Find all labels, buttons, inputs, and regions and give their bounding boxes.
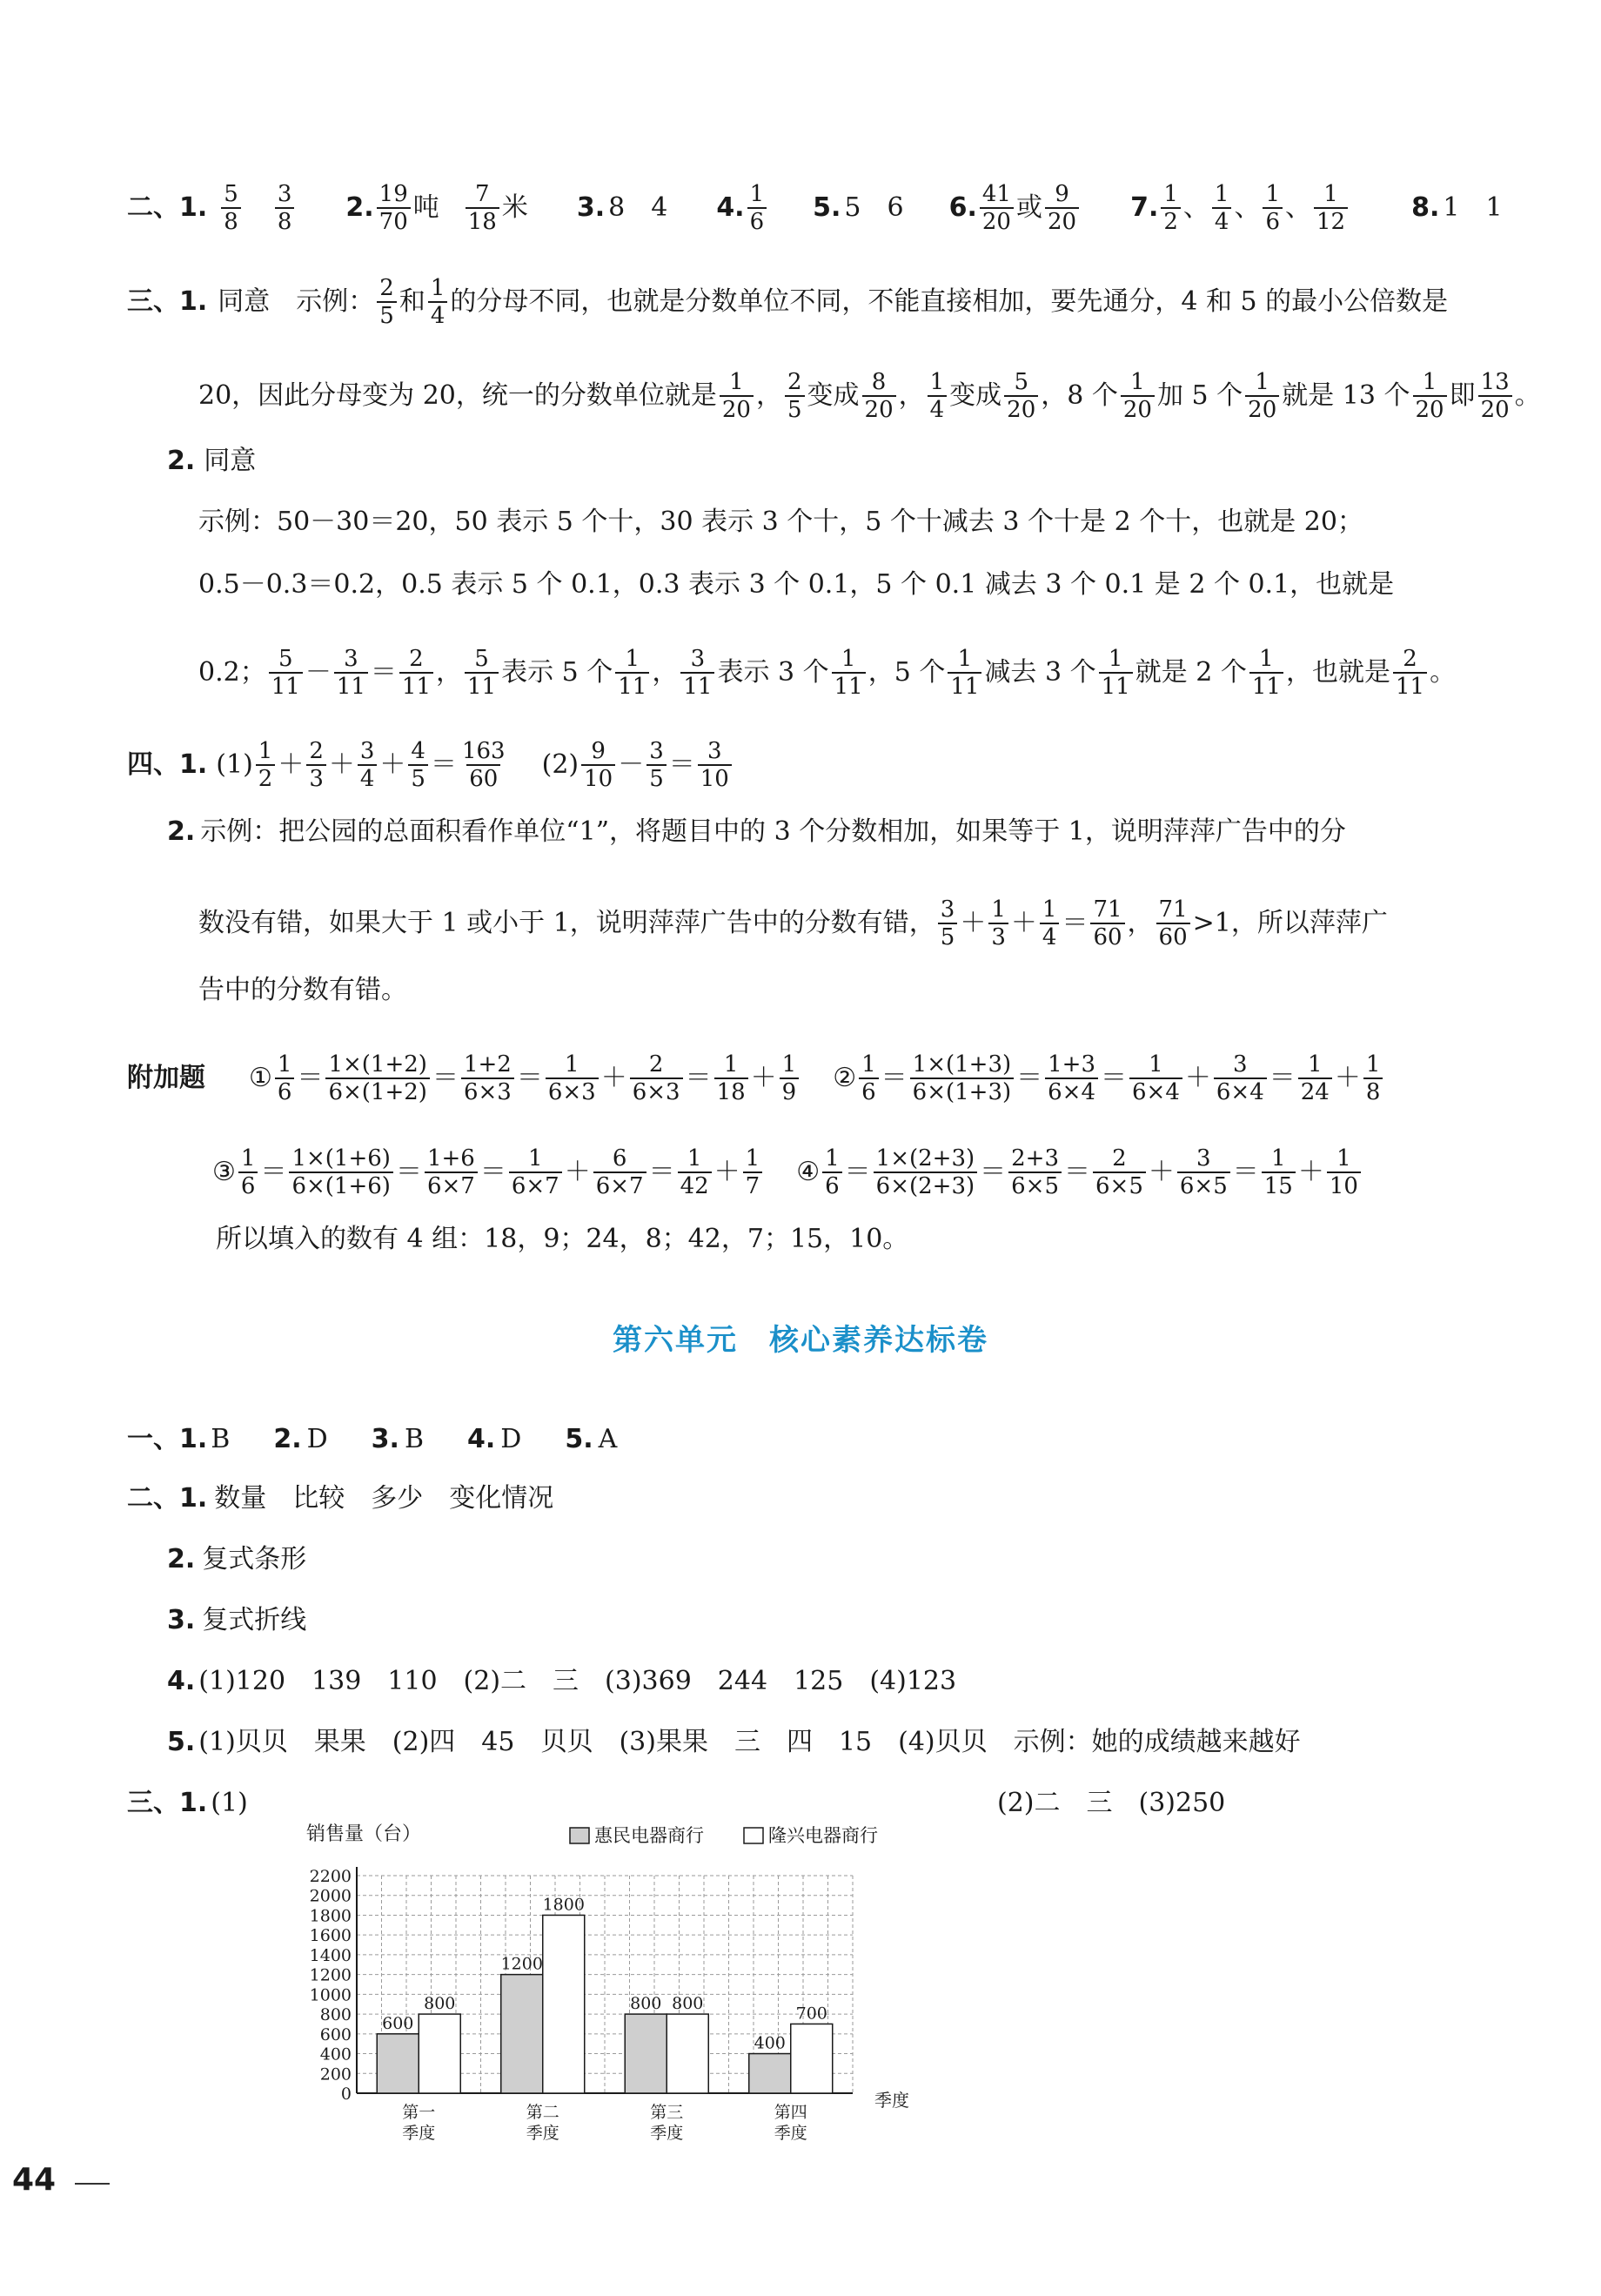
u6-s2-q5: [167, 1725, 1301, 1760]
fraction: 1 6: [747, 181, 767, 235]
s3-label: 三、1.: [127, 286, 208, 317]
fraction: 1 4: [428, 275, 448, 329]
text: 0.2；: [198, 657, 266, 688]
bar-value-label: 400: [754, 2033, 786, 2053]
bar: [543, 1915, 585, 2093]
fraction: 1 6: [822, 1145, 842, 1199]
y-tick-label: 800: [319, 2005, 352, 2025]
q7-label: 7.: [1130, 192, 1159, 223]
fraction: 1 10: [1327, 1145, 1361, 1199]
y-tick-label: 2000: [309, 1886, 352, 1906]
operator: ＝: [980, 1157, 1007, 1187]
s2-label: 二、1.: [127, 192, 208, 223]
fraction: 1 4: [1040, 896, 1060, 950]
unit-title: 第六单元 核心素养达标卷: [613, 1323, 988, 1358]
bar-value-label: 700: [795, 2004, 827, 2024]
legend-label: 隆兴电器商行: [768, 1825, 878, 1846]
answer: B: [404, 1424, 424, 1454]
fraction: 1 15: [1262, 1145, 1296, 1199]
page-number-rule: [75, 2183, 110, 2185]
text: ，5 个: [867, 657, 946, 688]
q-label: 3.: [167, 1605, 196, 1635]
fraction: 4 5: [408, 738, 428, 792]
unit-text: 米: [501, 192, 528, 223]
fraction: 5 11: [269, 646, 303, 700]
fraction: 1+6 6×7: [425, 1145, 478, 1199]
extra-row-1: [127, 1051, 1385, 1105]
s4-label: 四、1.: [127, 749, 208, 780]
fraction: 1 4: [1212, 181, 1232, 235]
separator: 、: [1182, 192, 1209, 223]
u6-s3-q1: [127, 1786, 248, 1821]
chart-y-ticks: [310, 1867, 352, 2104]
fraction: 71 60: [1156, 896, 1190, 950]
operator: ＝: [648, 1157, 675, 1187]
s4-line-2: [167, 815, 1346, 849]
text: 。: [1430, 657, 1457, 688]
fraction: 2 3: [306, 738, 326, 792]
q6-label: 6.: [948, 192, 977, 223]
operator: ＋: [713, 1157, 740, 1187]
operator: ＋: [960, 908, 987, 938]
fraction: 1 20: [720, 369, 754, 423]
x-category-label: 第一: [402, 2103, 436, 2122]
y-tick-label: 600: [319, 2024, 352, 2044]
fraction: 3 6×4: [1214, 1051, 1267, 1105]
answer: B: [211, 1424, 231, 1454]
answer: D: [500, 1424, 522, 1454]
text: 就是 13 个: [1282, 380, 1410, 411]
operator: ＝: [479, 1157, 506, 1187]
fraction: 1 11: [1249, 646, 1283, 700]
fraction: 8 20: [862, 369, 896, 423]
chart-ylabel: 销售量（台）: [306, 1823, 422, 1845]
y-tick-label: 1000: [309, 1985, 352, 2005]
fraction: 1 24: [1298, 1051, 1332, 1105]
text: 变成: [949, 380, 1002, 411]
q8-answer: 1 1: [1443, 192, 1503, 223]
x-category-label: 季度: [526, 2124, 559, 2143]
bar: [625, 2014, 667, 2093]
fraction: 1 6×7: [509, 1145, 562, 1199]
extra-summary: [216, 1222, 908, 1257]
fraction: 13 20: [1478, 369, 1512, 423]
fraction: 1 20: [1413, 369, 1447, 423]
operator: ＝: [1101, 1063, 1128, 1093]
answer: 复式折线: [202, 1605, 307, 1635]
s1-label: 一、1.: [127, 1424, 208, 1454]
s3-q2: [167, 444, 256, 479]
fraction: 1 11: [1099, 646, 1133, 700]
operator: ＋: [1184, 1063, 1211, 1093]
u6-s3-rest: [997, 1786, 1225, 1821]
answer: (2)二 三 (3)250: [997, 1788, 1226, 1818]
s3-line-4: [198, 505, 1363, 540]
text: ，: [898, 380, 925, 411]
y-tick-label: 1800: [309, 1906, 352, 1926]
text: 同意: [204, 446, 257, 476]
item-mark: ②: [833, 1063, 857, 1093]
fraction: 6 6×7: [593, 1145, 646, 1199]
fraction: 3 5: [646, 738, 667, 792]
x-category-label: 第二: [526, 2103, 559, 2122]
operator: ＝: [430, 749, 457, 780]
operator: ＝: [1064, 1157, 1091, 1187]
or-text: 或: [1015, 192, 1042, 223]
fraction: 163 60: [461, 738, 506, 792]
fraction: 2 11: [399, 646, 433, 700]
fraction: 9 20: [1045, 181, 1079, 235]
fraction: 2 6×5: [1093, 1145, 1146, 1199]
fraction: 3 5: [938, 896, 958, 950]
q2-label: 2.: [345, 192, 374, 223]
text: ，: [755, 380, 782, 411]
fraction: 1 11: [615, 646, 649, 700]
operator: ＝: [881, 1063, 908, 1093]
s3-line-6: [198, 646, 1456, 700]
q2-label: 2.: [167, 446, 196, 476]
text: 就是 2 个: [1135, 657, 1247, 688]
text: ，也就是: [1285, 657, 1390, 688]
fraction: 3 11: [334, 646, 368, 700]
y-tick-label: 2200: [309, 1867, 352, 1886]
text: 所以填入的数有 4 组：18，9；24，8；42，7；15，10。: [216, 1224, 909, 1254]
fraction: 1×(1+3) 6×(1+3): [910, 1051, 1014, 1105]
text: 加 5 个: [1156, 380, 1243, 411]
q-label: 5.: [565, 1424, 593, 1454]
operator: －: [618, 749, 645, 780]
text: >1，所以萍萍广: [1192, 908, 1388, 938]
operator: ＋: [1148, 1157, 1175, 1187]
fraction: 3 4: [358, 738, 378, 792]
fraction: 1 6: [1263, 181, 1283, 235]
fraction: 3 8: [275, 181, 295, 235]
operator: ＝: [432, 1063, 459, 1093]
u6-s2-q1: [127, 1481, 553, 1516]
operator: ＝: [1062, 908, 1089, 938]
text: 即: [1449, 380, 1476, 411]
fraction: 3 10: [698, 738, 732, 792]
bar-value-label: 800: [630, 1994, 662, 2014]
q8-label: 8.: [1411, 192, 1440, 223]
part-label: (2): [541, 749, 579, 780]
fraction: 5 20: [1004, 369, 1038, 423]
bar: [749, 2054, 791, 2093]
fraction: 1 6×4: [1129, 1051, 1182, 1105]
u6-s2-q2: [167, 1542, 306, 1577]
q5-answer: 5 6: [844, 192, 904, 223]
fraction: 3 6×5: [1177, 1145, 1230, 1199]
fraction: 1 11: [948, 646, 981, 700]
fraction: 7 18: [466, 181, 499, 235]
operator: ＋: [328, 749, 355, 780]
bar: [667, 2014, 708, 2093]
fraction: 71 60: [1090, 896, 1124, 950]
s4-line-3: [198, 896, 1388, 950]
s2-answer-line: [127, 181, 1503, 235]
fraction: 2 11: [1393, 646, 1427, 700]
operator: ＝: [668, 749, 695, 780]
fraction: 1+3 6×4: [1045, 1051, 1098, 1105]
fraction: 1 3: [988, 896, 1008, 950]
operator: ＝: [370, 657, 397, 688]
fraction: 1 7: [743, 1145, 763, 1199]
fraction: 1 42: [678, 1145, 712, 1199]
q-label: 5.: [167, 1727, 196, 1757]
s3-line-2: [198, 369, 1541, 423]
s2-label: 二、1.: [127, 1483, 208, 1514]
operator: ＋: [564, 1157, 591, 1187]
answer: (1)贝贝 果果 (2)四 45 贝贝 (3)果果 三 四 15 (4)贝贝 示例：她的成绩越来越好: [198, 1727, 1301, 1757]
bar-value-label: 800: [672, 1994, 704, 2014]
fraction: 2 5: [785, 369, 805, 423]
operator: ＝: [685, 1063, 712, 1093]
fraction: 2 6×3: [630, 1051, 683, 1105]
fraction: 5 11: [465, 646, 499, 700]
operator: ＝: [516, 1063, 543, 1093]
bar: [377, 2034, 419, 2093]
fraction: 1 8: [1363, 1051, 1383, 1105]
operator: －: [305, 657, 332, 688]
fraction: 41 20: [980, 181, 1014, 235]
y-tick-label: 200: [319, 2064, 352, 2085]
s3-line-1: [127, 275, 1448, 329]
text: 数没有错，如果大于 1 或小于 1，说明萍萍广告中的分数有错，: [198, 908, 935, 938]
item-mark: ①: [249, 1063, 272, 1093]
text: 。: [1514, 380, 1541, 411]
text: 告中的分数有错。: [198, 975, 407, 1005]
y-tick-label: 400: [319, 2044, 352, 2064]
extra-label: 附加题: [127, 1063, 205, 1093]
s4-line-1: [127, 738, 734, 792]
text: 变成: [807, 380, 860, 411]
legend-swatch: [744, 1828, 763, 1843]
fraction: 9 10: [581, 738, 615, 792]
chart-xlabel: 季度: [874, 2090, 909, 2111]
extra-row-2: [212, 1145, 1363, 1199]
fraction: 1 2: [1161, 181, 1181, 235]
q4-label: 4.: [716, 192, 745, 223]
unit-text: 吨: [412, 192, 439, 223]
bar-value-label: 800: [424, 1994, 456, 2014]
operator: ＝: [1269, 1063, 1296, 1093]
x-category-label: 季度: [774, 2124, 807, 2143]
q3-label: 3.: [576, 192, 606, 223]
fraction: 1 4: [928, 369, 948, 423]
operator: ＝: [297, 1063, 324, 1093]
y-tick-label: 1600: [309, 1926, 352, 1946]
s4-line-4: [198, 973, 407, 1008]
text: 表示 3 个: [717, 657, 829, 688]
text: 同意 示例：: [218, 286, 375, 317]
q2-label: 2.: [167, 816, 196, 847]
text: 0.5－0.3＝0.2，0.5 表示 5 个 0.1，0.3 表示 3 个 0.1，5 个 0.1 减去 3 个 0.1 是 2 个 0.1，也就是: [198, 569, 1395, 600]
fraction: 5 8: [221, 181, 241, 235]
fraction: 1 6: [238, 1145, 258, 1199]
s3-label: 三、1.: [127, 1788, 208, 1818]
bar-value-label: 600: [382, 2013, 414, 2033]
answer: A: [598, 1424, 618, 1454]
operator: ＋: [1334, 1063, 1361, 1093]
part-label: (1): [211, 1788, 248, 1818]
operator: ＝: [844, 1157, 871, 1187]
q-label: 2.: [273, 1424, 302, 1454]
operator: ＝: [395, 1157, 422, 1187]
fraction: 1 18: [714, 1051, 748, 1105]
u6-s2-q4: [167, 1664, 956, 1699]
text: 示例：50－30＝20，50 表示 5 个十，30 表示 3 个十，5 个十减去 3 个十是 2 个十，也就是 20；: [198, 507, 1363, 537]
q5-label: 5.: [813, 192, 841, 223]
bar-value-label: 1800: [542, 1895, 585, 1915]
x-category-label: 第四: [774, 2103, 807, 2122]
u6-s2-q3: [167, 1603, 306, 1638]
text: 表示 5 个: [501, 657, 613, 688]
q-label: 4.: [167, 1666, 196, 1696]
operator: ＋: [600, 1063, 627, 1093]
fraction: 1 2: [256, 738, 276, 792]
text: ，8 个: [1041, 380, 1118, 411]
s3-line-5: [198, 567, 1394, 602]
separator: 、: [1285, 192, 1311, 223]
fraction: 2+3 6×5: [1008, 1145, 1062, 1199]
q3-answer: 8 4: [608, 192, 668, 223]
operator: ＋: [750, 1063, 777, 1093]
bar: [501, 1975, 543, 2093]
q-label: 2.: [167, 1544, 196, 1574]
text: 的分母不同，也就是分数单位不同，不能直接相加，要先通分，4 和 5 的最小公倍数是: [450, 286, 1449, 317]
x-category-label: 季度: [650, 2124, 684, 2143]
chart-legend: [570, 1825, 878, 1846]
x-category-label: 第三: [650, 2103, 684, 2122]
fraction: 1 20: [1121, 369, 1155, 423]
bar: [791, 2024, 833, 2093]
fraction: 1 6×3: [546, 1051, 599, 1105]
operator: ＋: [379, 749, 406, 780]
fraction: 1×(1+6) 6×(1+6): [289, 1145, 392, 1199]
operator: ＝: [260, 1157, 287, 1187]
fraction: 1 12: [1314, 181, 1348, 235]
bar: [419, 2014, 460, 2093]
fraction: 1×(1+2) 6×(1+2): [325, 1051, 429, 1105]
fraction: 2 5: [377, 275, 397, 329]
text: 减去 3 个: [984, 657, 1096, 688]
answer: (1)120 139 110 (2)二 三 (3)369 244 125 (4)123: [198, 1666, 957, 1696]
q-label: 4.: [467, 1424, 496, 1454]
operator: ＋: [1297, 1157, 1324, 1187]
answer: 数量 比较 多少 变化情况: [214, 1483, 554, 1514]
fraction: 1 20: [1245, 369, 1279, 423]
operator: ＝: [1016, 1063, 1043, 1093]
answer: D: [306, 1424, 328, 1454]
x-category-label: 季度: [402, 2124, 436, 2143]
fraction: 19 70: [377, 181, 411, 235]
item-mark: ④: [796, 1157, 821, 1187]
text: 和: [399, 286, 425, 317]
fraction: 3 11: [680, 646, 714, 700]
text: 示例：把公园的总面积看作单位“1”，将题目中的 3 个分数相加，如果等于 1，说明萍萍广告中的分: [200, 816, 1346, 847]
operator: ＝: [1232, 1157, 1259, 1187]
operator: ＋: [278, 749, 305, 780]
fraction: 1 6: [859, 1051, 879, 1105]
operator: ＋: [1010, 908, 1037, 938]
bar-value-label: 1200: [500, 1954, 543, 1974]
fraction: 1+2 6×3: [461, 1051, 514, 1105]
y-tick-label: 1400: [309, 1945, 352, 1965]
y-tick-label: 0: [340, 2085, 352, 2104]
answer: 复式条形: [202, 1544, 307, 1574]
text: ，: [436, 657, 462, 688]
text: ，: [652, 657, 679, 688]
legend-label: 惠民电器商行: [594, 1825, 704, 1846]
y-tick-label: 1200: [309, 1965, 352, 1985]
sales-bar-chart: [296, 1819, 922, 2158]
text: 20，因此分母变为 20，统一的分数单位就是: [198, 380, 717, 411]
item-mark: ③: [212, 1157, 236, 1187]
fraction: 1 9: [780, 1051, 800, 1105]
legend-swatch: [570, 1828, 589, 1843]
page-number: 44: [12, 2162, 57, 2198]
separator: 、: [1234, 192, 1261, 223]
fraction: 1×(2+3) 6×(2+3): [874, 1145, 977, 1199]
fraction: 1 6: [275, 1051, 295, 1105]
fraction: 1 11: [832, 646, 866, 700]
q-label: 3.: [371, 1424, 399, 1454]
part-label: (1): [216, 749, 253, 780]
u6-s1: [127, 1422, 617, 1457]
text: ，: [1127, 908, 1154, 938]
chart-x-categories: [402, 2103, 807, 2143]
